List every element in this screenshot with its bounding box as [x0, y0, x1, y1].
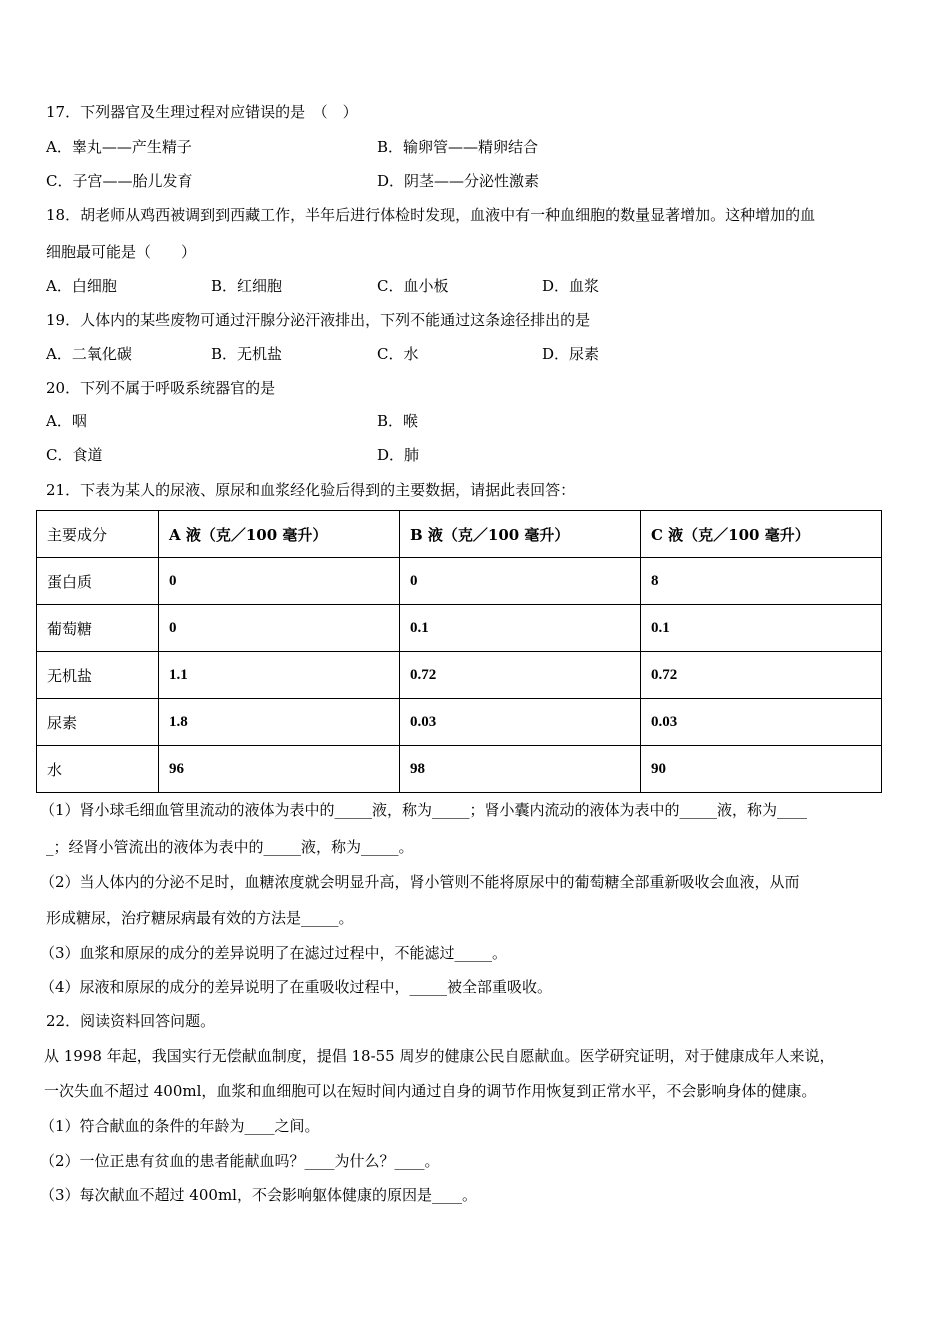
table-cell: 1.8	[159, 699, 400, 746]
q18-stem-line2: 细胞最可能是（ ）	[46, 243, 197, 261]
table-header-cell: A 液（克／100 毫升）	[159, 511, 400, 558]
table-cell: 蛋白质	[37, 558, 159, 605]
table-row	[37, 699, 882, 746]
table-cell: 1.1	[159, 652, 400, 699]
q21-part1-line2: _；经肾小管流出的液体为表中的_____液，称为_____。	[46, 838, 414, 856]
q21-part2-line2: 形成糖尿，治疗糖尿病最有效的方法是_____。	[46, 909, 354, 927]
q21-stem: 21．下表为某人的尿液、原尿和血浆经化验后得到的主要数据，请据此表回答：	[46, 481, 576, 499]
q19-option-c: C．水	[377, 345, 419, 363]
table-row	[37, 558, 882, 605]
q18-option-c: C．血小板	[377, 277, 449, 295]
table-cell: 8	[641, 558, 882, 605]
q18-option-d: D．血浆	[542, 277, 600, 295]
q22-subquestion-3: （3）每次献血不超过 400ml，不会影响躯体健康的原因是____。	[40, 1186, 477, 1204]
table-cell: 0.1	[641, 605, 882, 652]
q19-option-a: A．二氧化碳	[46, 345, 132, 363]
table-header-cell: 主要成分	[37, 511, 159, 558]
table-cell: 0.72	[400, 652, 641, 699]
q19-stem: 19．人体内的某些废物可通过汗腺分泌汗液排出，下列不能通过这条途径排出的是	[46, 311, 591, 329]
table-cell: 90	[641, 746, 882, 793]
q20-option-a: A．咽	[46, 412, 87, 430]
table-cell: 96	[159, 746, 400, 793]
table-cell: 水	[37, 746, 159, 793]
q22-subquestion-1: （1）符合献血的条件的年龄为____之间。	[40, 1117, 320, 1135]
q21-part1-line1: （1）肾小球毛细血管里流动的液体为表中的_____液，称为_____；肾小囊内流动的液体为表中的_____液，称为____	[40, 801, 808, 819]
data-table	[36, 510, 882, 793]
q21-part4: （4）尿液和原尿的成分的差异说明了在重吸收过程中，_____被全部重吸收。	[40, 978, 553, 996]
q21-part2-line1: （2）当人体内的分泌不足时，血糖浓度就会明显升高，肾小管则不能将原尿中的葡萄糖全部重新吸收会血液，从而	[40, 873, 800, 891]
q22-passage-line2: 一次失血不超过 400ml，血浆和血细胞可以在短时间内通过自身的调节作用恢复到正常水平，不会影响身体的健康。	[44, 1082, 817, 1100]
q18-stem-line1: 18．胡老师从鸡西被调到到西藏工作，半年后进行体检时发现，血液中有一种血细胞的数量显著增加。这种增加的血	[46, 206, 816, 224]
q20-option-c: C．食道	[46, 446, 103, 464]
q21-part3: （3）血浆和原尿的成分的差异说明了在滤过过程中，不能滤过_____。	[40, 944, 508, 962]
q18-option-b: B．红细胞	[211, 277, 283, 295]
table-cell: 0.03	[641, 699, 882, 746]
q20-option-d: D．肺	[377, 446, 420, 464]
q19-option-d: D．尿素	[542, 345, 600, 363]
q22-passage-line1: 从 1998 年起，我国实行无偿献血制度，提倡 18-55 周岁的健康公民自愿献血。医学研究证明，对于健康成年人来说，	[44, 1047, 835, 1065]
table-header-row	[37, 511, 882, 558]
q17-stem: 17．下列器官及生理过程对应错误的是 （ ）	[46, 103, 358, 121]
q20-option-b: B．喉	[377, 412, 419, 430]
q17-option-a: A．睾丸——产生精子	[46, 138, 192, 156]
table-cell: 0	[400, 558, 641, 605]
table-cell: 尿素	[37, 699, 159, 746]
q17-option-d: D．阴茎——分泌性激素	[377, 172, 540, 190]
table-cell: 葡萄糖	[37, 605, 159, 652]
table-cell: 0.1	[400, 605, 641, 652]
table-header-cell: B 液（克／100 毫升）	[400, 511, 641, 558]
q19-option-b: B．无机盐	[211, 345, 283, 363]
table-cell: 0.03	[400, 699, 641, 746]
q20-stem: 20．下列不属于呼吸系统器官的是	[46, 379, 276, 397]
table-header-cell: C 液（克／100 毫升）	[641, 511, 882, 558]
q22-subquestion-2: （2）一位正患有贫血的患者能献血吗？____为什么？____。	[40, 1152, 440, 1170]
table-row	[37, 652, 882, 699]
table-cell: 0	[159, 558, 400, 605]
table-cell: 无机盐	[37, 652, 159, 699]
table-row	[37, 746, 882, 793]
table-row	[37, 605, 882, 652]
q18-option-a: A．白细胞	[46, 277, 117, 295]
table-cell: 0.72	[641, 652, 882, 699]
q17-option-c: C．子宫——胎儿发育	[46, 172, 193, 190]
table-cell: 0	[159, 605, 400, 652]
q22-stem: 22．阅读资料回答问题。	[46, 1012, 216, 1030]
q17-option-b: B．输卵管——精卵结合	[377, 138, 539, 156]
table-cell: 98	[400, 746, 641, 793]
